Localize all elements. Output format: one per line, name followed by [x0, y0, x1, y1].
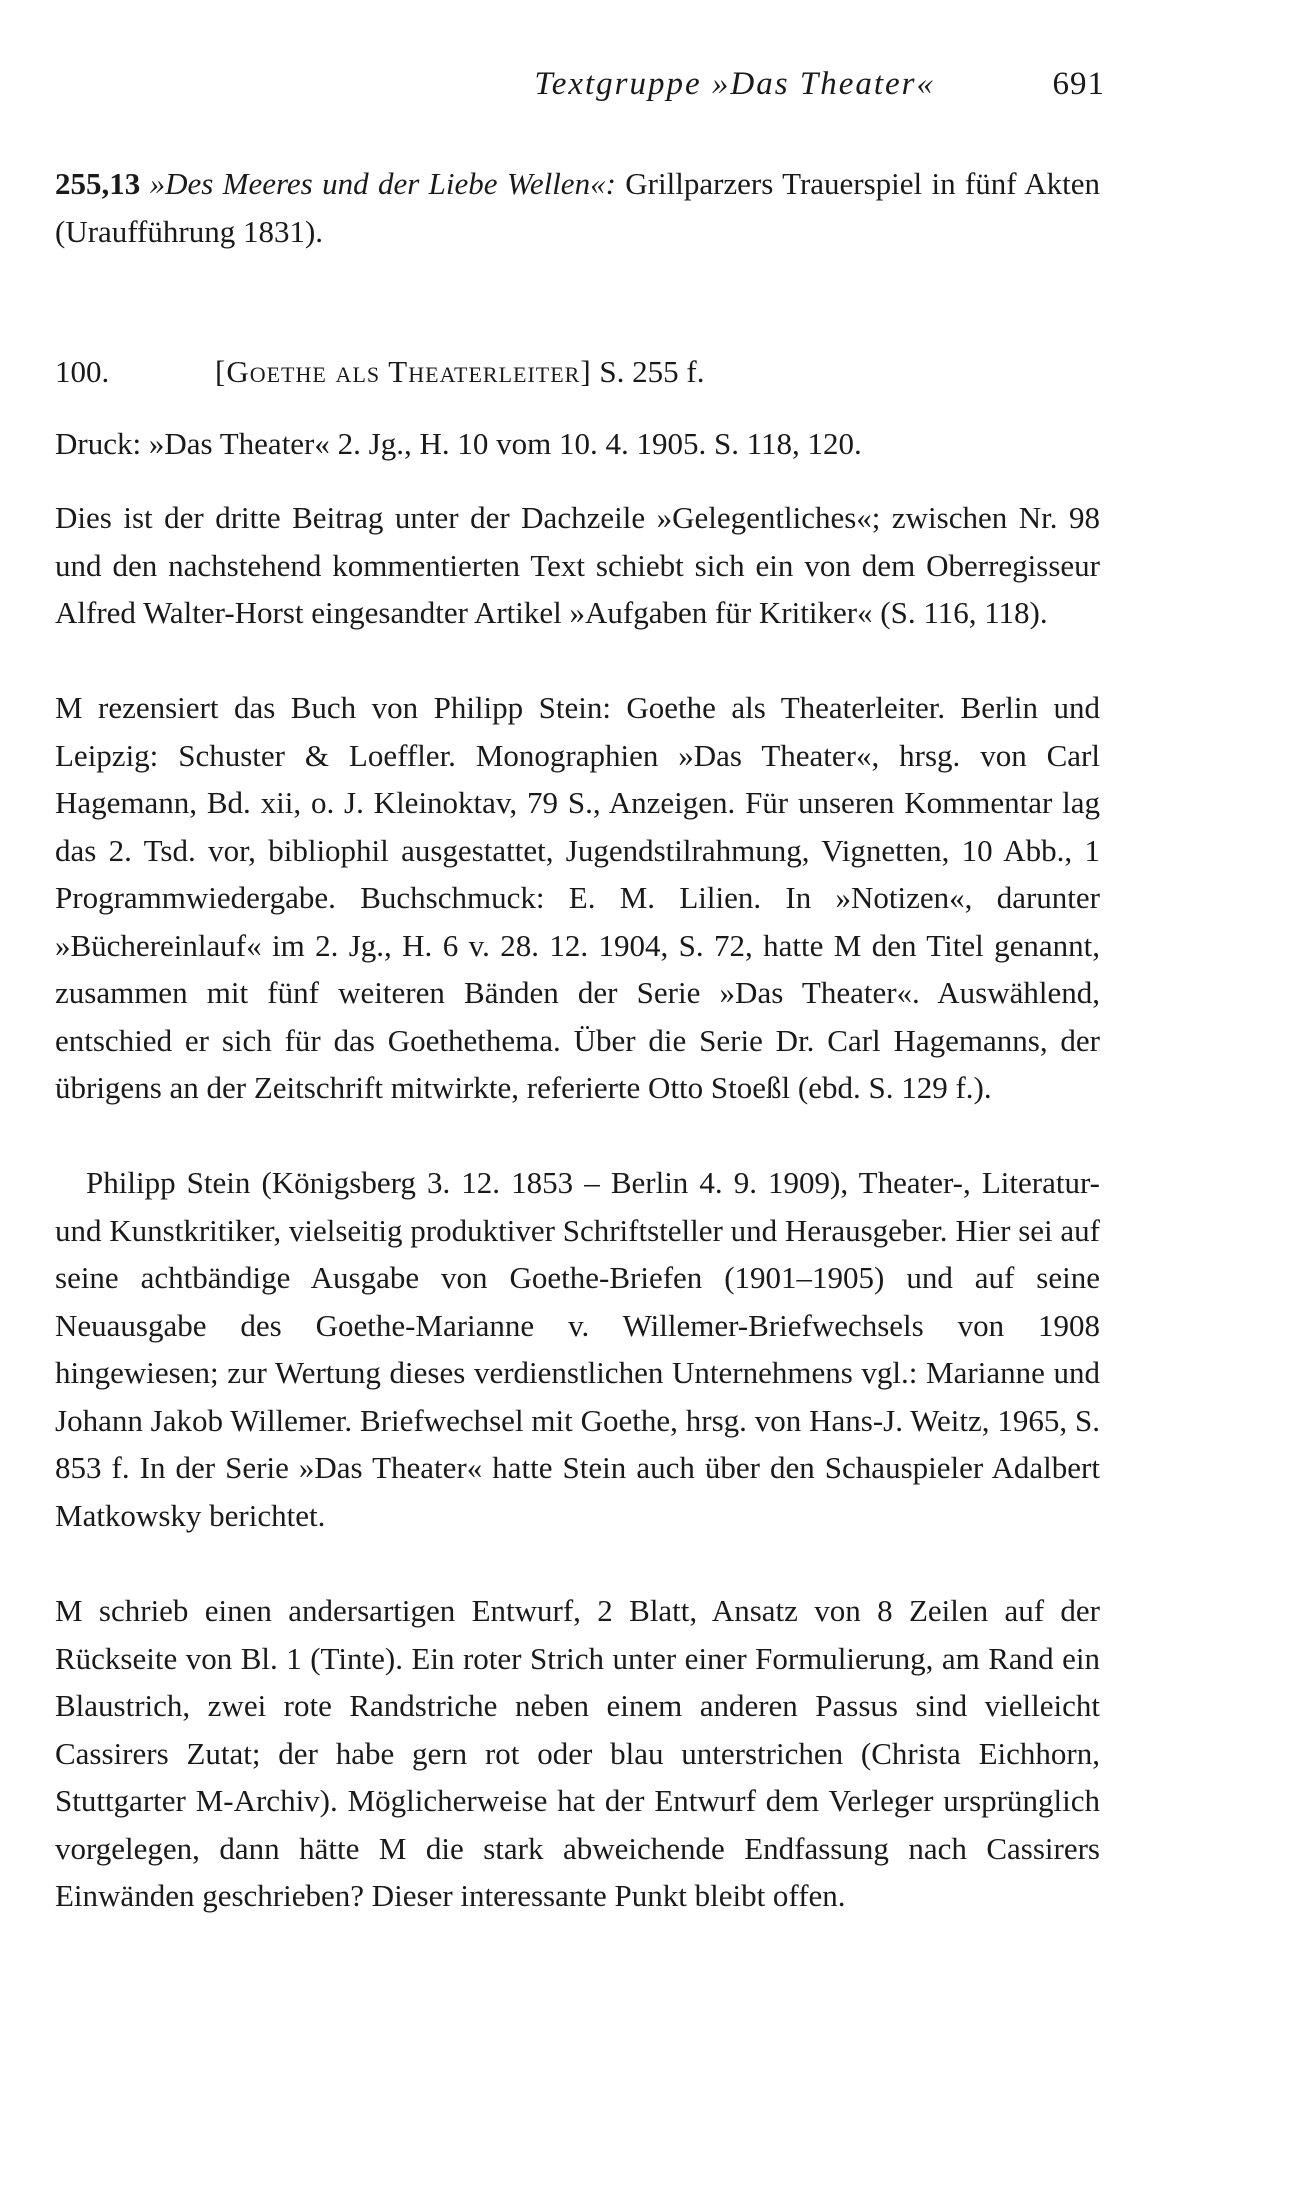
- entry-255-note: [55, 160, 1100, 255]
- book-page: [55, 0, 1105, 2209]
- section-pages: S. 255 f.: [599, 354, 705, 389]
- entry-note-text: Grillparzers Trauerspiel in fünf Akten (Uraufführung 1831).: [55, 166, 1101, 249]
- paragraph-review: M rezensiert das Buch von Philipp Stein: Goethe als Theaterleiter. Berlin und Leipzig: Schuster & Loeffler. Monographien »Das Theater«, hrsg. von Carl Hagemann, Bd. xii, o. J. Kleinoktav, 79 S., Anzeigen. Für unseren Kommentar lag das 2. Tsd. vor, bibliophil ausgestattet, Jugendstilrahmung, Vignetten, 10 Abb., 1 Programmwiedergabe. Buchschmuck: E. M. Lilien. In »Notizen«, darunter »Büchereinlauf« im 2. Jg., H. 6 v. 28. 12. 1904, S. 72, hatte M den Titel genannt, zusammen mit fünf weiteren Bänden der Serie »Das Theater«. Auswählend, entschied er sich für das Goethethema. Über die Serie Dr. Carl Hagemanns, der übrigens an der Zeitschrift mitwirkte, referierte Otto Stoeßl (ebd. S. 129 f.).: [55, 690, 1100, 1105]
- section-heading: [55, 348, 1100, 395]
- druck-line: Druck: »Das Theater« 2. Jg., H. 10 vom 10. 4. 1905. S. 118, 120.: [55, 426, 862, 461]
- section-title: [Goethe als Theaterleiter]: [215, 354, 592, 389]
- work-title: »Des Meeres und der Liebe Wellen«:: [149, 166, 616, 201]
- section-number: 100.: [55, 354, 110, 389]
- paragraph-intro: Dies ist der dritte Beitrag unter der Dachzeile »Gelegentliches«; zwischen Nr. 98 und den nachstehend kommentierten Text schiebt sich ein von dem Oberregisseur Alfred Walter-Horst eingesandter Artikel »Aufgaben für Kritiker« (S. 116, 118).: [55, 500, 1100, 630]
- running-title: Textgruppe »Das Theater«: [534, 66, 935, 102]
- paragraph-stein-bio: Philipp Stein (Königsberg 3. 12. 1853 – Berlin 4. 9. 1909), Theater-, Literatur- und Kunstkritiker, vielseitig produktiver Schriftsteller und Herausgeber. Hier sei auf seine achtbändige Ausgabe von Goethe-Briefen (1901–1905) und auf seine Neuausgabe des Goethe-Marianne v. Willemer-Briefwechsels von 1908 hingewiesen; zur Wertung dieses verdienstlichen Unternehmens vgl.: Marianne und Johann Jakob Willemer. Briefwechsel mit Goethe, hrsg. von Hans-J. Weitz, 1965, S. 853 f. In der Serie »Das Theater« hatte Stein auch über den Schauspieler Adalbert Matkowsky berichtet.: [55, 1165, 1100, 1533]
- paragraph-draft: M schrieb einen andersartigen Entwurf, 2 Blatt, Ansatz von 8 Zeilen auf der Rückseite von Bl. 1 (Tinte). Ein roter Strich unter einer Formulierung, am Rand ein Blaustrich, zwei rote Randstriche neben einem anderen Passus sind vielleicht Cassirers Zutat; der habe gern rot oder blau unterstrichen (Christa Eichhorn, Stuttgarter M-Archiv). Möglicherweise hat der Entwurf dem Verleger ursprünglich vorgelegen, dann hätte M die stark abweichende Endfassung nach Cassirers Einwänden geschrieben? Dieser interessante Punkt bleibt offen.: [55, 1593, 1100, 1913]
- line-reference: 255,13: [55, 166, 141, 201]
- page-number: 691: [1052, 66, 1105, 102]
- running-header: [55, 66, 1105, 116]
